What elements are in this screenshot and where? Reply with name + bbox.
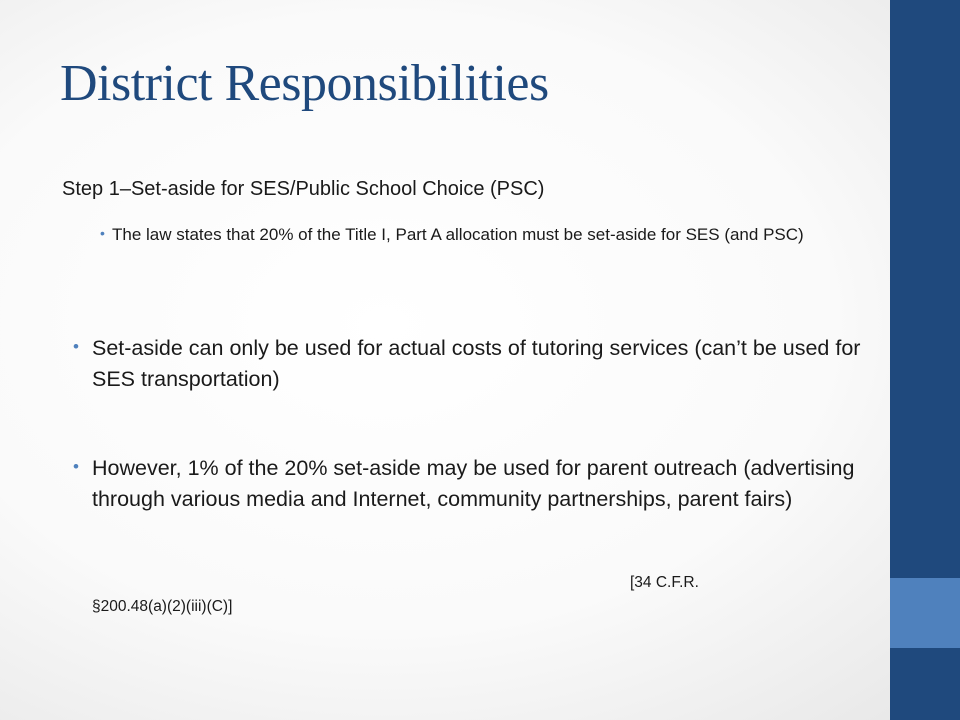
step-heading: Step 1–Set-aside for SES/Public School Choice (PSC)	[62, 178, 545, 200]
sub-bullet-icon: •	[100, 225, 105, 241]
sub-bullet-text: The law states that 20% of the Title I, Part A allocation must be set-aside for SES (and PSC)	[112, 225, 804, 244]
citation-line-1: [34 C.F.R.	[630, 574, 699, 591]
bullet-text-1: Set-aside can only be used for actual costs of tutoring services (can’t be used for SES transportation)	[92, 336, 861, 391]
sidebar-accent-block	[890, 578, 960, 648]
bullet-text-2: However, 1% of the 20% set-aside may be used for parent outreach (advertising through various media and Internet, community partnerships, parent fairs)	[92, 456, 855, 511]
bullet-icon: •	[73, 337, 79, 356]
slide-title: District Responsibilities	[60, 55, 549, 112]
citation-line-2: §200.48(a)(2)(iii)(C)]	[92, 598, 233, 615]
bullet-icon: •	[73, 457, 79, 476]
